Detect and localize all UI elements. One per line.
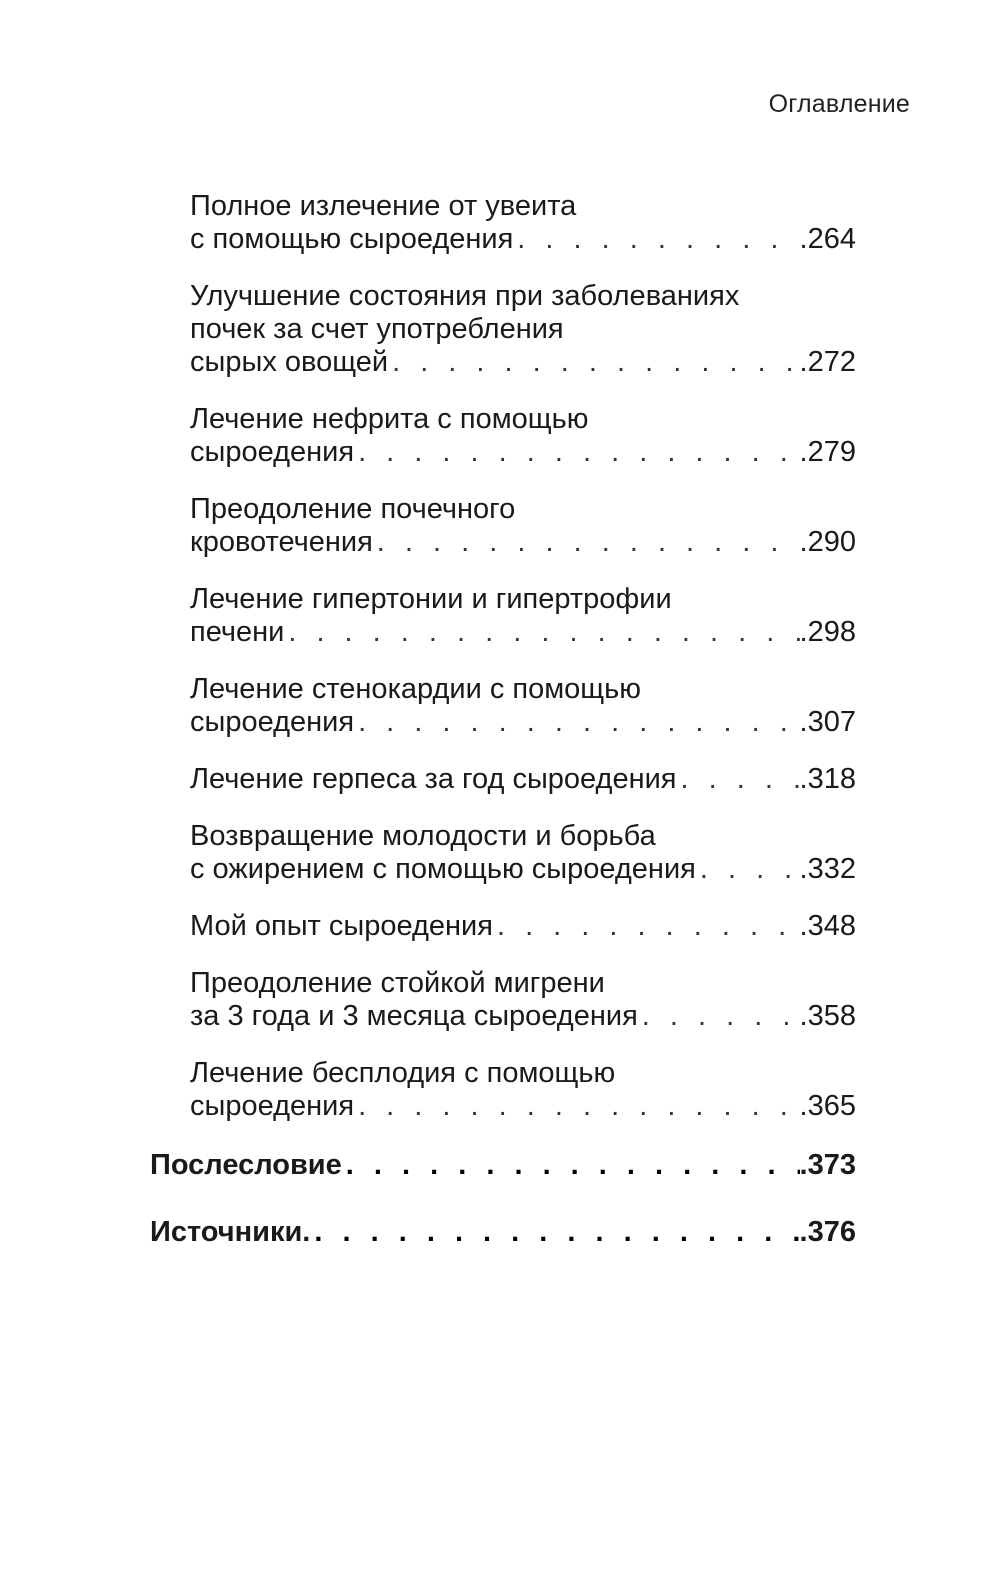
dot-leader: [354, 436, 799, 469]
dot-leader: [638, 1000, 800, 1033]
toc-entry-title: Мой опыт сыроедения: [190, 910, 493, 942]
toc-entry[interactable]: [150, 403, 856, 469]
dot-leader: [677, 763, 800, 796]
toc-entry-line: Лечение нефрита с помощью: [190, 403, 589, 435]
dot-leader: [284, 616, 799, 649]
dot-leader: [354, 706, 799, 739]
dot-leader: [513, 223, 799, 256]
toc-entry-title: Лечение герпеса за год сыроедения: [190, 763, 677, 795]
toc-page-number: .358: [799, 1000, 856, 1032]
toc-entry[interactable]: [150, 493, 856, 559]
toc-entry-line: Возвращение молодости и борьба: [190, 820, 656, 852]
toc-entry-line: Улучшение состояния при заболеваниях: [190, 280, 740, 312]
toc-entry-title: сыроедения: [190, 1090, 355, 1122]
toc-page-number: .376: [799, 1216, 856, 1248]
dot-leader: [342, 1149, 800, 1182]
toc-entry-title: сырых овощей: [190, 346, 389, 378]
dot-leader: [493, 910, 800, 943]
toc-entry-title: печени: [190, 616, 285, 648]
dot-leader: [354, 1090, 799, 1123]
toc-entry-title: с помощью сыроедения: [190, 223, 514, 255]
dot-leader: [388, 346, 799, 379]
toc-entry-line: Лечение бесплодия с помощью: [190, 1057, 616, 1089]
toc-entry[interactable]: [150, 1057, 856, 1123]
running-head: Оглавление: [768, 90, 910, 118]
toc-page-number: .272: [799, 346, 856, 378]
toc-entry[interactable]: [150, 673, 856, 739]
toc-entry-line: Преодоление стойкой мигрени: [190, 967, 605, 999]
table-of-contents: [150, 190, 856, 1283]
toc-entry-title: сыроедения: [190, 436, 355, 468]
toc-page-number: .290: [799, 526, 856, 558]
toc-page-number: .365: [799, 1090, 856, 1122]
toc-entry-title: Послесловие: [150, 1149, 342, 1181]
toc-page-number: .264: [799, 223, 856, 255]
toc-entry-title: сыроедения: [190, 706, 355, 738]
toc-entry[interactable]: [150, 820, 856, 886]
toc-entry[interactable]: [150, 910, 856, 943]
toc-entry-line: почек за счет употребления: [190, 313, 564, 345]
toc-page-number: .348: [799, 910, 856, 942]
toc-entry-line: Полное излечение от увеита: [190, 190, 577, 222]
toc-entry-line: Преодоление почечного: [190, 493, 516, 525]
toc-main-entry[interactable]: [150, 1216, 856, 1249]
toc-page-number: .332: [799, 853, 856, 885]
toc-page-number: .318: [799, 763, 856, 795]
dot-leader: [310, 1216, 799, 1249]
dot-leader: [373, 526, 800, 559]
toc-entry-line: Лечение стенокардии с помощью: [190, 673, 642, 705]
toc-entry[interactable]: [150, 967, 856, 1033]
toc-page-number: .373: [799, 1149, 856, 1181]
toc-entry[interactable]: [150, 280, 856, 379]
toc-entry-title: кровотечения: [190, 526, 373, 558]
toc-main-entry[interactable]: [150, 1149, 856, 1182]
toc-entry[interactable]: [150, 763, 856, 796]
toc-page-number: .279: [799, 436, 856, 468]
toc-page-number: .307: [799, 706, 856, 738]
toc-entry-title: за 3 года и 3 месяца сыроедения: [190, 1000, 638, 1032]
toc-entry[interactable]: [150, 583, 856, 649]
toc-entry-title: Источники.: [150, 1216, 311, 1248]
toc-page-number: .298: [799, 616, 856, 648]
toc-entry[interactable]: [150, 190, 856, 256]
toc-entry-title: с ожирением с помощью сыроедения: [190, 853, 696, 885]
toc-entry-line: Лечение гипертонии и гипертрофии: [190, 583, 672, 615]
dot-leader: [696, 853, 800, 886]
